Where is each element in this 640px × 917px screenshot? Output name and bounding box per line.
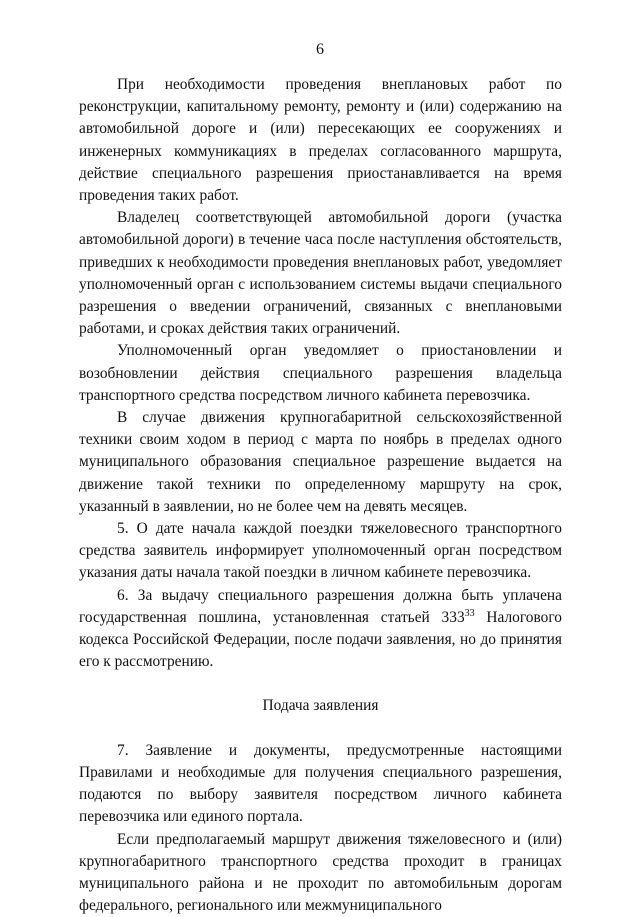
article-superscript: 33 xyxy=(465,608,475,619)
paragraph-authority-notification: Уполномоченный орган уведомляет о приостановлении и возобновлении действия специального разрешения владельца транспортного средства посредством личного кабинета перевозчика. xyxy=(79,340,562,407)
page-number: 6 xyxy=(0,40,640,60)
paragraph-item-6 xyxy=(79,585,562,674)
paragraph-item-5: 5. О дате начала каждой поездки тяжеловесного транспортного средства заявитель информирует уполномоченный орган посредством указания даты начала такой поездки в личном кабинете перевозчика. xyxy=(79,518,562,585)
paragraph-road-owner-notification: Владелец соответствующей автомобильной дороги (участка автомобильной дороги) в течение часа после наступления обстоятельств, приведших к необходимости проведения внеплановых работ, уведомляет уполномоченный орган с использованием системы выдачи специального разрешения о введении ограничений, связанных с внеплановыми работами, и сроках действия таких ограничений. xyxy=(79,207,562,340)
paragraph-item-7: 7. Заявление и документы, предусмотренные настоящими Правилами и необходимые для получения специального разрешения, подаются по выбору заявителя посредством личного кабинета перевозчика или единого портала. xyxy=(79,740,562,829)
section-heading: Подача заявления xyxy=(79,695,562,717)
paragraph-item-6-text-end: Налогового кодекса Российской Федерации, после подачи заявления, но до принятия его к рассмотрению. xyxy=(79,609,562,670)
paragraph-item-6-text-start: 6. За выдачу специального разрешения должна быть уплачена государственная пошлина, установленная статьей 333 xyxy=(79,587,562,626)
paragraph-agricultural-machinery: В случае движения крупногабаритной сельскохозяйственной техники своим ходом в период с марта по ноябрь в пределах одного муниципального образования специальное разрешение выдается на движение такой техники по определенному маршруту на срок, указанный в заявлении, но не более чем на девять месяцев. xyxy=(79,407,562,518)
paragraph-suspension-unplanned-works: При необходимости проведения внеплановых работ по реконструкции, капитальному ремонту, ремонту и (или) содержанию на автомобильной дороге и (или) пересекающих ее сооружениях и инженерных коммуникациях в пределах согласованного маршрута, действие специального разрешения приостанавливается на время проведения таких работ. xyxy=(79,74,562,207)
spacer xyxy=(79,718,562,740)
document-body xyxy=(79,74,562,917)
spacer xyxy=(79,673,562,695)
paragraph-route-municipal: Если предполагаемый маршрут движения тяжеловесного и (или) крупногабаритного транспортного средства проходит в границах муниципального района и не проходит по автомобильным дорогам федерального, регионального или межмуниципального xyxy=(79,829,562,917)
